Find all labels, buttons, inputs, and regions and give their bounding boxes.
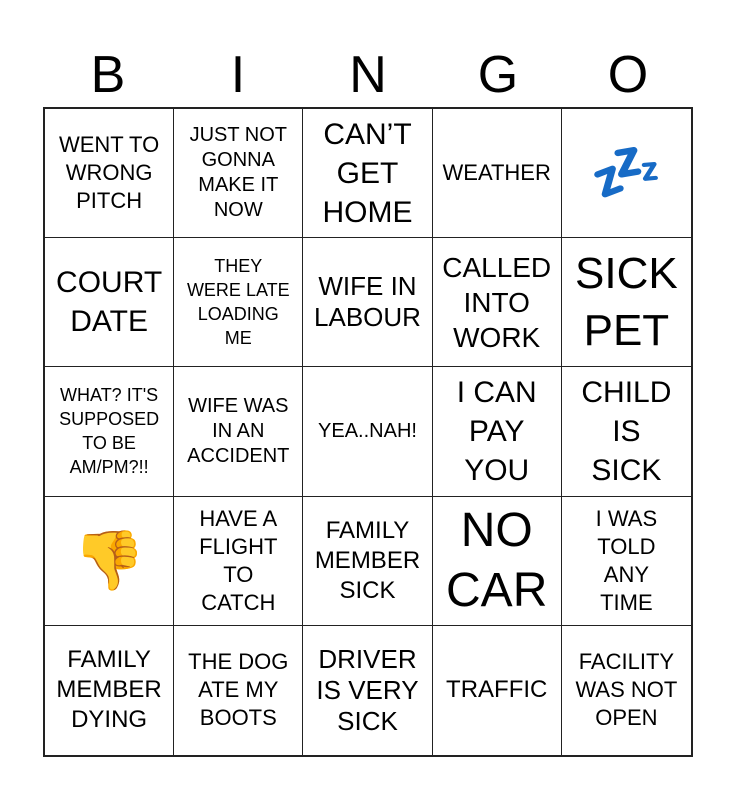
bingo-cell[interactable] (45, 238, 174, 367)
cell-text: FAMILY MEMBER SICK (314, 516, 421, 604)
bingo-cell[interactable] (562, 367, 691, 496)
bingo-cell[interactable] (174, 497, 303, 626)
cell-text: CALLED INTO WORK (442, 251, 552, 353)
cell-text: THE DOG ATE MY BOOTS (188, 649, 289, 731)
cell-text: FACILITY WAS NOT OPEN (575, 649, 678, 731)
bingo-cell[interactable] (303, 626, 432, 755)
cell-text: NO CAR (446, 503, 548, 617)
cell-text: I WAS TOLD ANY TIME (595, 505, 658, 615)
bingo-cell[interactable] (174, 367, 303, 496)
bingo-cell[interactable] (433, 367, 562, 496)
cell-text: I CAN PAY YOU (456, 375, 537, 487)
cell-text: JUST NOT GONNA MAKE IT NOW (189, 124, 287, 222)
bingo-cell[interactable] (303, 109, 432, 238)
bingo-header (43, 44, 693, 106)
bingo-cell[interactable] (433, 497, 562, 626)
bingo-cell[interactable] (562, 497, 691, 626)
bingo-cell[interactable] (562, 109, 691, 238)
bingo-cell[interactable] (303, 238, 432, 367)
cell-text: WEATHER (442, 160, 551, 186)
header-letter-n: N (349, 46, 387, 104)
bingo-cell[interactable] (433, 626, 562, 755)
bingo-cell[interactable] (562, 626, 691, 755)
cell-text: CAN’T GET HOME (322, 117, 413, 229)
cell-text: WIFE WAS IN AN ACCIDENT (187, 394, 290, 467)
header-letter-g: G (477, 46, 519, 104)
header-letter-i: I (230, 46, 246, 104)
bingo-cell[interactable] (433, 109, 562, 238)
cell-text: COURT DATE (56, 266, 163, 339)
bingo-cell[interactable] (45, 367, 174, 496)
cell-text: HAVE A FLIGHT TO CATCH (199, 505, 278, 615)
cell-text: SICK PET (575, 249, 678, 356)
thumbs-down-icon: 👎 (72, 527, 146, 593)
cell-text: WHAT? IT'S SUPPOSED TO BE AM/PM?!! (59, 385, 160, 478)
cell-text: DRIVER IS VERY SICK (316, 643, 419, 736)
bingo-cell[interactable] (45, 497, 174, 626)
bingo-cell[interactable] (45, 109, 174, 238)
cell-text: YEA..NAH! (318, 419, 417, 442)
header-letter-o: O (607, 46, 649, 104)
cell-text: WIFE IN LABOUR (314, 271, 421, 333)
cell-text: CHILD IS SICK (581, 375, 672, 487)
zzz-sleep-icon: 💤 (590, 140, 663, 206)
cell-text: TRAFFIC (446, 676, 548, 704)
bingo-cell[interactable] (303, 497, 432, 626)
cell-text: WENT TO WRONG PITCH (58, 132, 160, 214)
bingo-cell[interactable] (174, 238, 303, 367)
cell-text: THEY WERE LATE LOADING ME (186, 256, 290, 349)
bingo-cell[interactable] (174, 109, 303, 238)
bingo-cell[interactable] (174, 626, 303, 755)
bingo-card (43, 107, 693, 757)
bingo-cell[interactable] (433, 238, 562, 367)
bingo-cell[interactable] (45, 626, 174, 755)
bingo-cell[interactable] (562, 238, 691, 367)
cell-text: FAMILY MEMBER DYING (56, 646, 162, 734)
header-letter-b: B (90, 46, 126, 104)
bingo-cell[interactable] (303, 367, 432, 496)
